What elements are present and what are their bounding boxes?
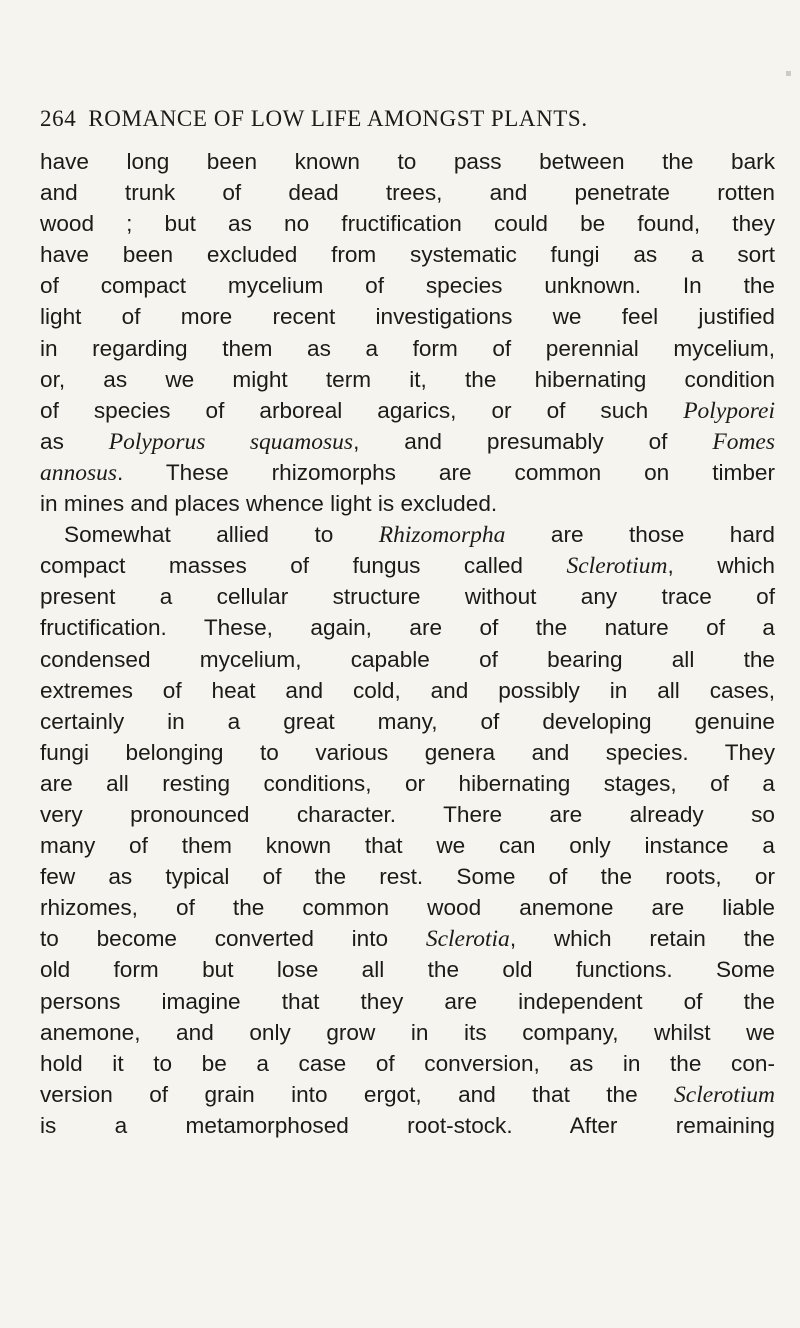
- text-line: [40, 954, 775, 985]
- text-run: anemone, and only grow in its company, whilst we: [40, 1019, 775, 1045]
- running-title: ROMANCE OF LOW LIFE AMONGST PLANTS.: [88, 106, 588, 131]
- text-run: have long been known to pass between the bark: [40, 149, 775, 174]
- text-line: [40, 675, 775, 706]
- text-run: certainly in a great many, of developing genuine: [40, 708, 775, 734]
- text-run: of species of arboreal agarics, or of such: [40, 397, 684, 423]
- scan-mark: [786, 71, 791, 76]
- text-line: [40, 768, 775, 799]
- text-run: wood ; but as no fructification could be found, they: [40, 211, 775, 237]
- text-line: [40, 146, 775, 177]
- text-run: to become converted into: [40, 926, 426, 952]
- text-run: fungi belonging to various genera and species. They: [40, 739, 775, 765]
- body-text: [40, 146, 775, 1141]
- text-line: [40, 426, 775, 457]
- italic-term: Polyporei: [683, 397, 775, 424]
- italic-term: Sclerotium: [674, 1081, 775, 1108]
- text-run: Somewhat allied to: [64, 522, 379, 548]
- italic-term: Fomes: [712, 428, 775, 455]
- text-run: have been excluded from systematic fungi as a sort: [40, 242, 775, 268]
- text-line: [40, 644, 775, 675]
- text-line: [40, 333, 775, 364]
- text-run: , which retain the: [509, 926, 775, 952]
- text-line: [40, 892, 775, 923]
- text-run: . These rhizomorphs are common on timber: [117, 459, 775, 485]
- text-line: [40, 830, 775, 861]
- text-line: [40, 488, 775, 519]
- text-line: [40, 1110, 775, 1141]
- text-run: or, as we might term it, the hibernating condition: [40, 366, 775, 392]
- text-run: very pronounced character. There are already so: [40, 801, 775, 827]
- text-line: [40, 861, 775, 892]
- text-run: and trunk of dead trees, and penetrate rotten: [40, 180, 775, 206]
- text-line: [40, 301, 775, 332]
- text-run: few as typical of the rest. Some of the roots, or: [40, 864, 775, 890]
- text-run: persons imagine that they are independent of the: [40, 988, 775, 1014]
- text-run: version of grain into ergot, and that the: [40, 1081, 675, 1107]
- text-line: [40, 1017, 775, 1048]
- text-line: [40, 1048, 775, 1079]
- text-line: [40, 612, 775, 643]
- book-page: [40, 0, 775, 1328]
- text-line: [40, 270, 775, 301]
- text-line: [40, 457, 775, 488]
- italic-term: annosus: [40, 459, 118, 486]
- text-line: [40, 737, 775, 768]
- text-run: is a metamorphosed root-stock. After remaining: [40, 1112, 775, 1138]
- text-line: [40, 550, 775, 581]
- text-run: in mines and places whence light is excluded.: [40, 491, 498, 517]
- italic-term: Sclerotia: [425, 926, 510, 953]
- text-line: [40, 395, 775, 426]
- text-line: [40, 239, 775, 270]
- text-line: [40, 581, 775, 612]
- text-run: are those hard: [505, 522, 775, 548]
- text-run: hold it to be a case of conversion, as in the con-: [40, 1050, 775, 1076]
- italic-term: Rhizomorpha: [378, 522, 506, 549]
- text-run: many of them known that we can only instance a: [40, 833, 775, 859]
- text-line: [40, 364, 775, 395]
- text-run: , which: [667, 553, 775, 579]
- text-line: [40, 208, 775, 239]
- italic-term: Sclerotium: [566, 553, 668, 580]
- text-run: light of more recent investigations we feel justified: [40, 304, 775, 330]
- text-run: as: [40, 428, 109, 454]
- text-run: are all resting conditions, or hibernating stages, of a: [40, 770, 775, 796]
- text-run: old form but lose all the old functions. Some: [40, 957, 775, 983]
- text-line: [40, 706, 775, 737]
- text-line: [40, 1079, 775, 1110]
- text-run: rhizomes, of the common wood anemone are liable: [40, 895, 775, 921]
- italic-term: Polyporus squamosus: [108, 428, 354, 455]
- page-header: [40, 106, 775, 136]
- text-run: , and presumably of: [353, 428, 713, 454]
- text-line: [40, 177, 775, 208]
- page-number: 264: [40, 106, 77, 131]
- text-run: extremes of heat and cold, and possibly in all cases,: [40, 677, 775, 703]
- text-line: [40, 923, 775, 954]
- text-line: [40, 519, 775, 550]
- text-run: present a cellular structure without any trace of: [40, 584, 775, 610]
- text-run: condensed mycelium, capable of bearing all the: [40, 646, 775, 672]
- text-run: compact masses of fungus called: [40, 553, 567, 579]
- text-line: [40, 799, 775, 830]
- text-run: fructification. These, again, are of the nature of a: [40, 615, 775, 641]
- text-run: of compact mycelium of species unknown. In the: [40, 273, 775, 299]
- text-run: in regarding them as a form of perennial mycelium,: [40, 335, 775, 361]
- text-line: [40, 986, 775, 1017]
